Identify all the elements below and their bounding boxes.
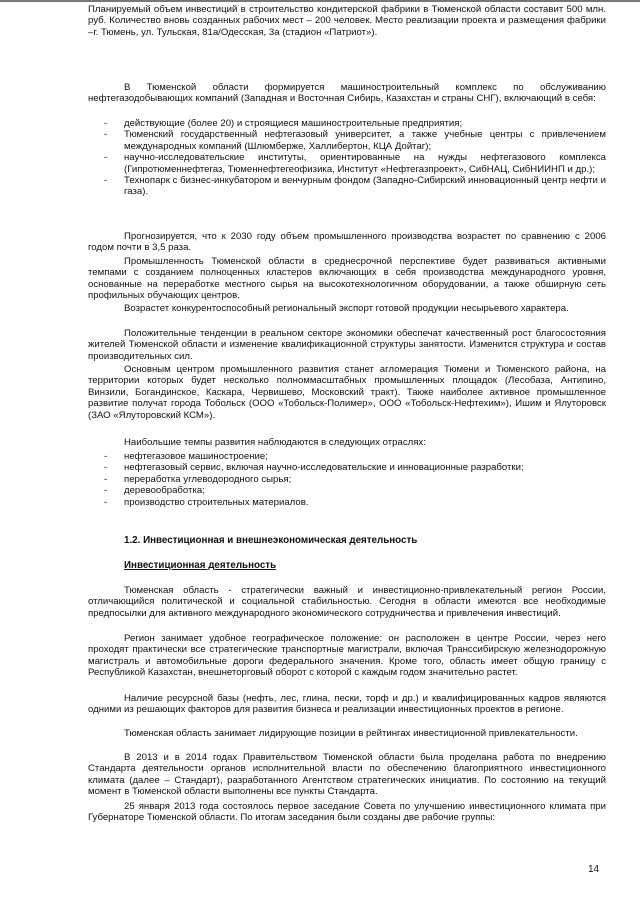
list-sectors (88, 451, 606, 508)
paragraph-standard: В 2013 и в 2014 годах Правительством Тюменской области была проделана работа по внедрению Стандарта деятельности органов исполнительной власти по обеспечению благоприятного инвестиционного климата (далее – Стандарт), разработанного Агентством стратегических инициатив. По состоянию на текущий момент в Тюменской области выполнены все пункты Стандарта. (88, 752, 606, 798)
paragraph-council: 25 января 2013 года состоялось первое заседание Совета по улучшению инвестиционного климата при Губернаторе Тюменской области. По итогам заседания были созданы две рабочие группы: (88, 801, 606, 824)
paragraph-factory-investment: Планируемый объем инвестиций в строительство кондитерской фабрики в Тюменской области составит 500 млн. руб. Количество вновь созданных рабочих мест – 200 человек. Место реализации проекта и размещения фабрики –г. Тюмень, ул. Тульская, 81а/Одесская, 3а (стадион «Патриот»). (88, 4, 606, 38)
paragraph-growth-sectors: Наибольшие темпы развития наблюдаются в следующих отраслях: (124, 437, 426, 448)
paragraph-trends: Положительные тенденции в реальном секторе экономики обеспечат качественный рост благосостояния жителей Тюменской области и изменение квалификационной структуры занятости. Изменится структура и состав производительных сил. (88, 328, 606, 362)
list-item: - нефтегазовый сервис, включая научно-исследовательские и инновационные разработки; (88, 462, 606, 473)
subsection-heading: Инвестиционная деятельность (124, 560, 277, 571)
page-number: 14 (588, 864, 600, 875)
list-item: - нефтегазовое машиностроение; (88, 451, 606, 462)
paragraph-export: Возрастет конкурентоспособный региональный экспорт готовой продукции несырьевого характера. (124, 303, 569, 314)
list-item: - действующие (более 20) и строящиеся машиностроительные предприятия; (88, 118, 606, 129)
paragraph-ratings: Тюменская область занимает лидирующие позиции в рейтингах инвестиционной привлекательности. (124, 728, 578, 739)
list-item: - производство строительных материалов. (88, 497, 606, 508)
paragraph-resources: Наличие ресурсной базы (нефть, лес, глина, пески, торф и др.) и квалифицированных кадров являются одними из решающих факторов для развития бизнеса и реализации инвестиционных проектов в регионе. (88, 693, 606, 716)
paragraph-geography: Регион занимает удобное географическое положение: он расположен в центре России, через него проходят практически все стратегические транспортные магистрали, включая Транссибирскую железнодорожную магистраль и автомобильные дороги федерального значения. Кроме того, область имеет общую границу с Республикой Казахстан, внешнеторговый оборот с которой с каждым годом значительно растет. (88, 633, 606, 679)
paragraph-agglomeration: Основным центром промышленного развития станет агломерация Тюмени и Тюменского района, на территории которых будет несколько полноммасштабных промышленных площадок (Лесобаза, Антипино, Винзили, Богандинское, Каскара, Червишево, Московский тракт). Также наиболее активное промышленное развитие получат города Тобольск (ООО «Тобольск-Полимер», ООО «Тобольск-Нефтехим»), Ишим и Ялуторовск (ЗАО «Ялуторовский КСМ»). (88, 364, 606, 421)
paragraph-machine-building: В Тюменской области формируется машиностроительный комплекс по обслуживанию нефтегазодобывающих компаний (Западная и Восточная Сибирь, Казахстан и страны СНГ), включающий в себя: (88, 82, 606, 105)
list-item: - Тюменский государственный нефтегазовый университет, а также учебные центры с привлечением международных компаний (Шлюмберже, Халлибертон, КЦА Дойтаг); (88, 129, 606, 152)
paragraph-forecast: Прогнозируется, что к 2030 году объем промышленного производства возрастет по сравнению с 2006 годом почти в 3,5 раза. (88, 231, 606, 254)
list-item: - Технопарк с бизнес-инкубатором и венчурным фондом (Западно-Сибирский инновационный центр нефти и газа). (88, 175, 606, 198)
paragraph-industry: Промышленность Тюменской области в среднесрочной перспективе будет развиваться активными темпами с созданием полноценных кластеров включающих в себя производства международного уровня, основанные на переработке местного сырья на высокотехнологичном оборудовании, а также обширную сеть профильных обучающих центров. (88, 256, 606, 302)
list-item: - переработка углеводородного сырья; (88, 474, 606, 485)
section-heading: 1.2. Инвестиционная и внешнеэкономическая деятельность (124, 535, 418, 546)
list-item: - деревообработка; (88, 485, 606, 496)
list-item: - научно-исследовательские институты, ориентированные на нужды нефтегазового комплекса (Гипротюменнефтегаз, Тюменнефтегеофизика, Институт «Нефтегазпроект», СибНАЦ, СибНИИНП и др.); (88, 152, 606, 175)
paragraph-region-overview: Тюменская область - стратегически важный и инвестиционно-привлекательный регион России, отличающийся политической и социальной стабильностью. Сегодня в области имеются все необходимые предпосылки для активного международного экономического сотрудничества и привлечения инвестиций. (88, 585, 606, 619)
top-border (0, 0, 640, 2)
list-machine-building (88, 118, 606, 198)
